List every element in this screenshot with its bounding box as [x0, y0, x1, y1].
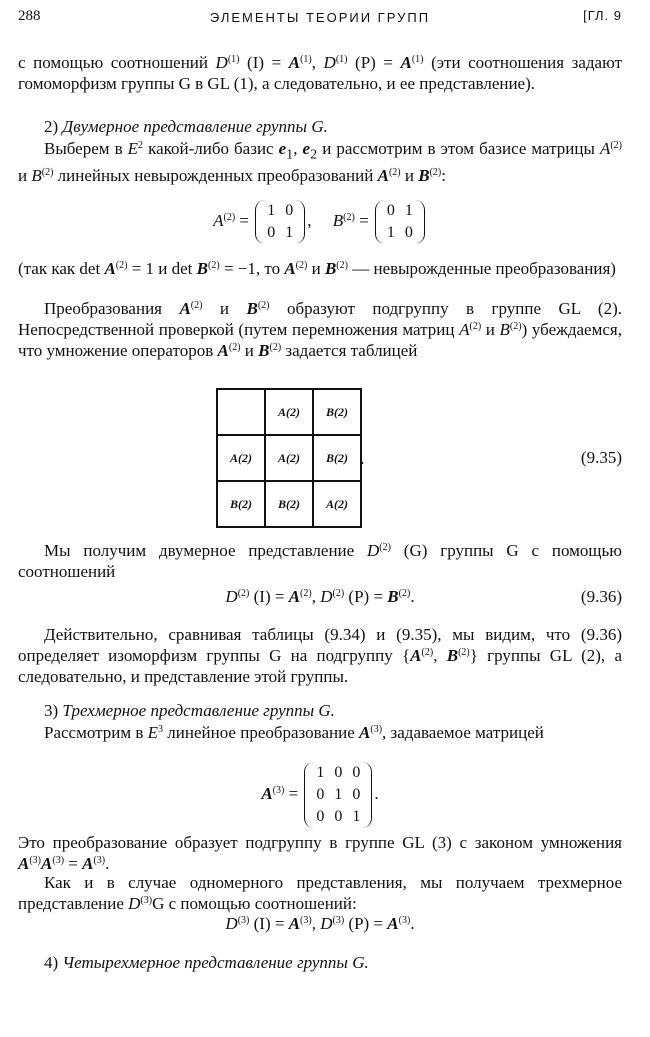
- matrix-a3: 1 0 0 0 1 0 0 0 1: [304, 762, 372, 828]
- paragraph-6: Действительно, сравнивая таблицы (9.34) и (9.35), мы видим, что (9.36) определяет изоморфизм группы G на подгруппу {$A^{(2)}$, $B^{(2)}$} группы GL (2), а следовательно, и представление этой группы.: [18, 625, 622, 686]
- item-2-heading: 2) Двумерное представление группы G.: [44, 117, 328, 136]
- table-cell: B(2): [313, 389, 361, 435]
- item-3-heading: 3) Трехмерное представление группы G.: [44, 701, 335, 720]
- equation-number-935: (9.35): [580, 448, 622, 467]
- table-cell: B(2): [313, 435, 361, 481]
- table-cell: [217, 389, 265, 435]
- table-cell: B(2): [265, 481, 313, 527]
- running-title: ЭЛЕМЕНТЫ ТЕОРИИ ГРУПП: [209, 10, 431, 25]
- page-number: 288: [18, 8, 41, 24]
- paragraph-2: Выберем в $E^2$ какой-либо базис $e_1$, $e_2$ и рассмотрим в этом базисе матрицы $A^{(2)}$ и $B^{(2)}$ линейных невырожденных преобразований $A^{(2)}$ и $B^{(2)}$:: [18, 139, 623, 186]
- chapter-label: [ГЛ. 9: [583, 8, 622, 23]
- matrix-b2: 0 1 1 0: [375, 200, 425, 244]
- equation-3d-representation: $D^{(3)}$ $(I) = A^{(3)}$, $D^{(3)}$ $(P) = A^{(3)}$.: [225, 914, 415, 933]
- table-cell: A(2): [265, 435, 313, 481]
- running-header: [18, 8, 622, 30]
- table-cell: B(2): [217, 481, 265, 527]
- matrix-equation-3d: $A^{(3)}$ = 1 0 0 0 1 0 0 0 1 .: [18, 762, 622, 828]
- matrix-equation-2d: $A^{(2)}$ = 1 0 0 1 , $B^{(2)}$ = 0 1 1 0: [18, 200, 622, 244]
- paragraph-5: Мы получим двумерное представление $D^{(2)}$ (G) группы G с помощью соотношений: [18, 541, 622, 581]
- paragraph-3: (так как $\det A^{(2)} = 1$ и $\det B^{(2)} = -1$, то $A^{(2)}$ и $B^{(2)}$ — невырожденные преобразования): [18, 259, 616, 278]
- table-cell: A(2): [313, 481, 361, 527]
- equation-number-936: (9.36): [580, 587, 622, 606]
- paragraph-8: Это преобразование образует подгруппу в группе GL (3) с законом умножения $A^{(3)}A^{(3)} = A^{(3)}$.: [18, 833, 622, 873]
- matrix-a2: 1 0 0 1: [255, 200, 305, 244]
- paragraph-7: Рассмотрим в $E^3$ линейное преобразование $A^{(3)}$, задаваемое матрицей: [44, 723, 544, 742]
- table-cell: A(2): [217, 435, 265, 481]
- paragraph-1: с помощью соотношений $D^{(1)}$ $(I) = A^{(1)}$, $D^{(1)}$ $(P) = A^{(1)}$ (эти соотношения задают гомоморфизм группы G в GL (1), а следовательно, и ее представление).: [18, 53, 622, 93]
- table-cell: A(2): [265, 389, 313, 435]
- paragraph-4: Преобразования $A^{(2)}$ и $B^{(2)}$ образуют подгруппу в группе GL (2). Непосредственной проверкой (путем перемножения матриц $A^{(2)}$ и $B^{(2)}$) убеждаемся, что умножение операторов $A^{(2)}$ и $B^{(2)}$ задается таблицей: [18, 299, 622, 360]
- multiplication-table: [216, 388, 362, 528]
- paragraph-9: Как и в случае одномерного представления, мы получаем трехмерное представление $D^{(3)}G$ с помощью соотношений:: [18, 873, 622, 913]
- item-4-heading: 4) Четырехмерное представление группы G.: [44, 953, 369, 972]
- table-trailing-period: .: [360, 448, 365, 468]
- equation-936: $D^{(2)}$ $(I) = A^{(2)}$, $D^{(2)}$ $(P) = B^{(2)}$.: [225, 587, 415, 606]
